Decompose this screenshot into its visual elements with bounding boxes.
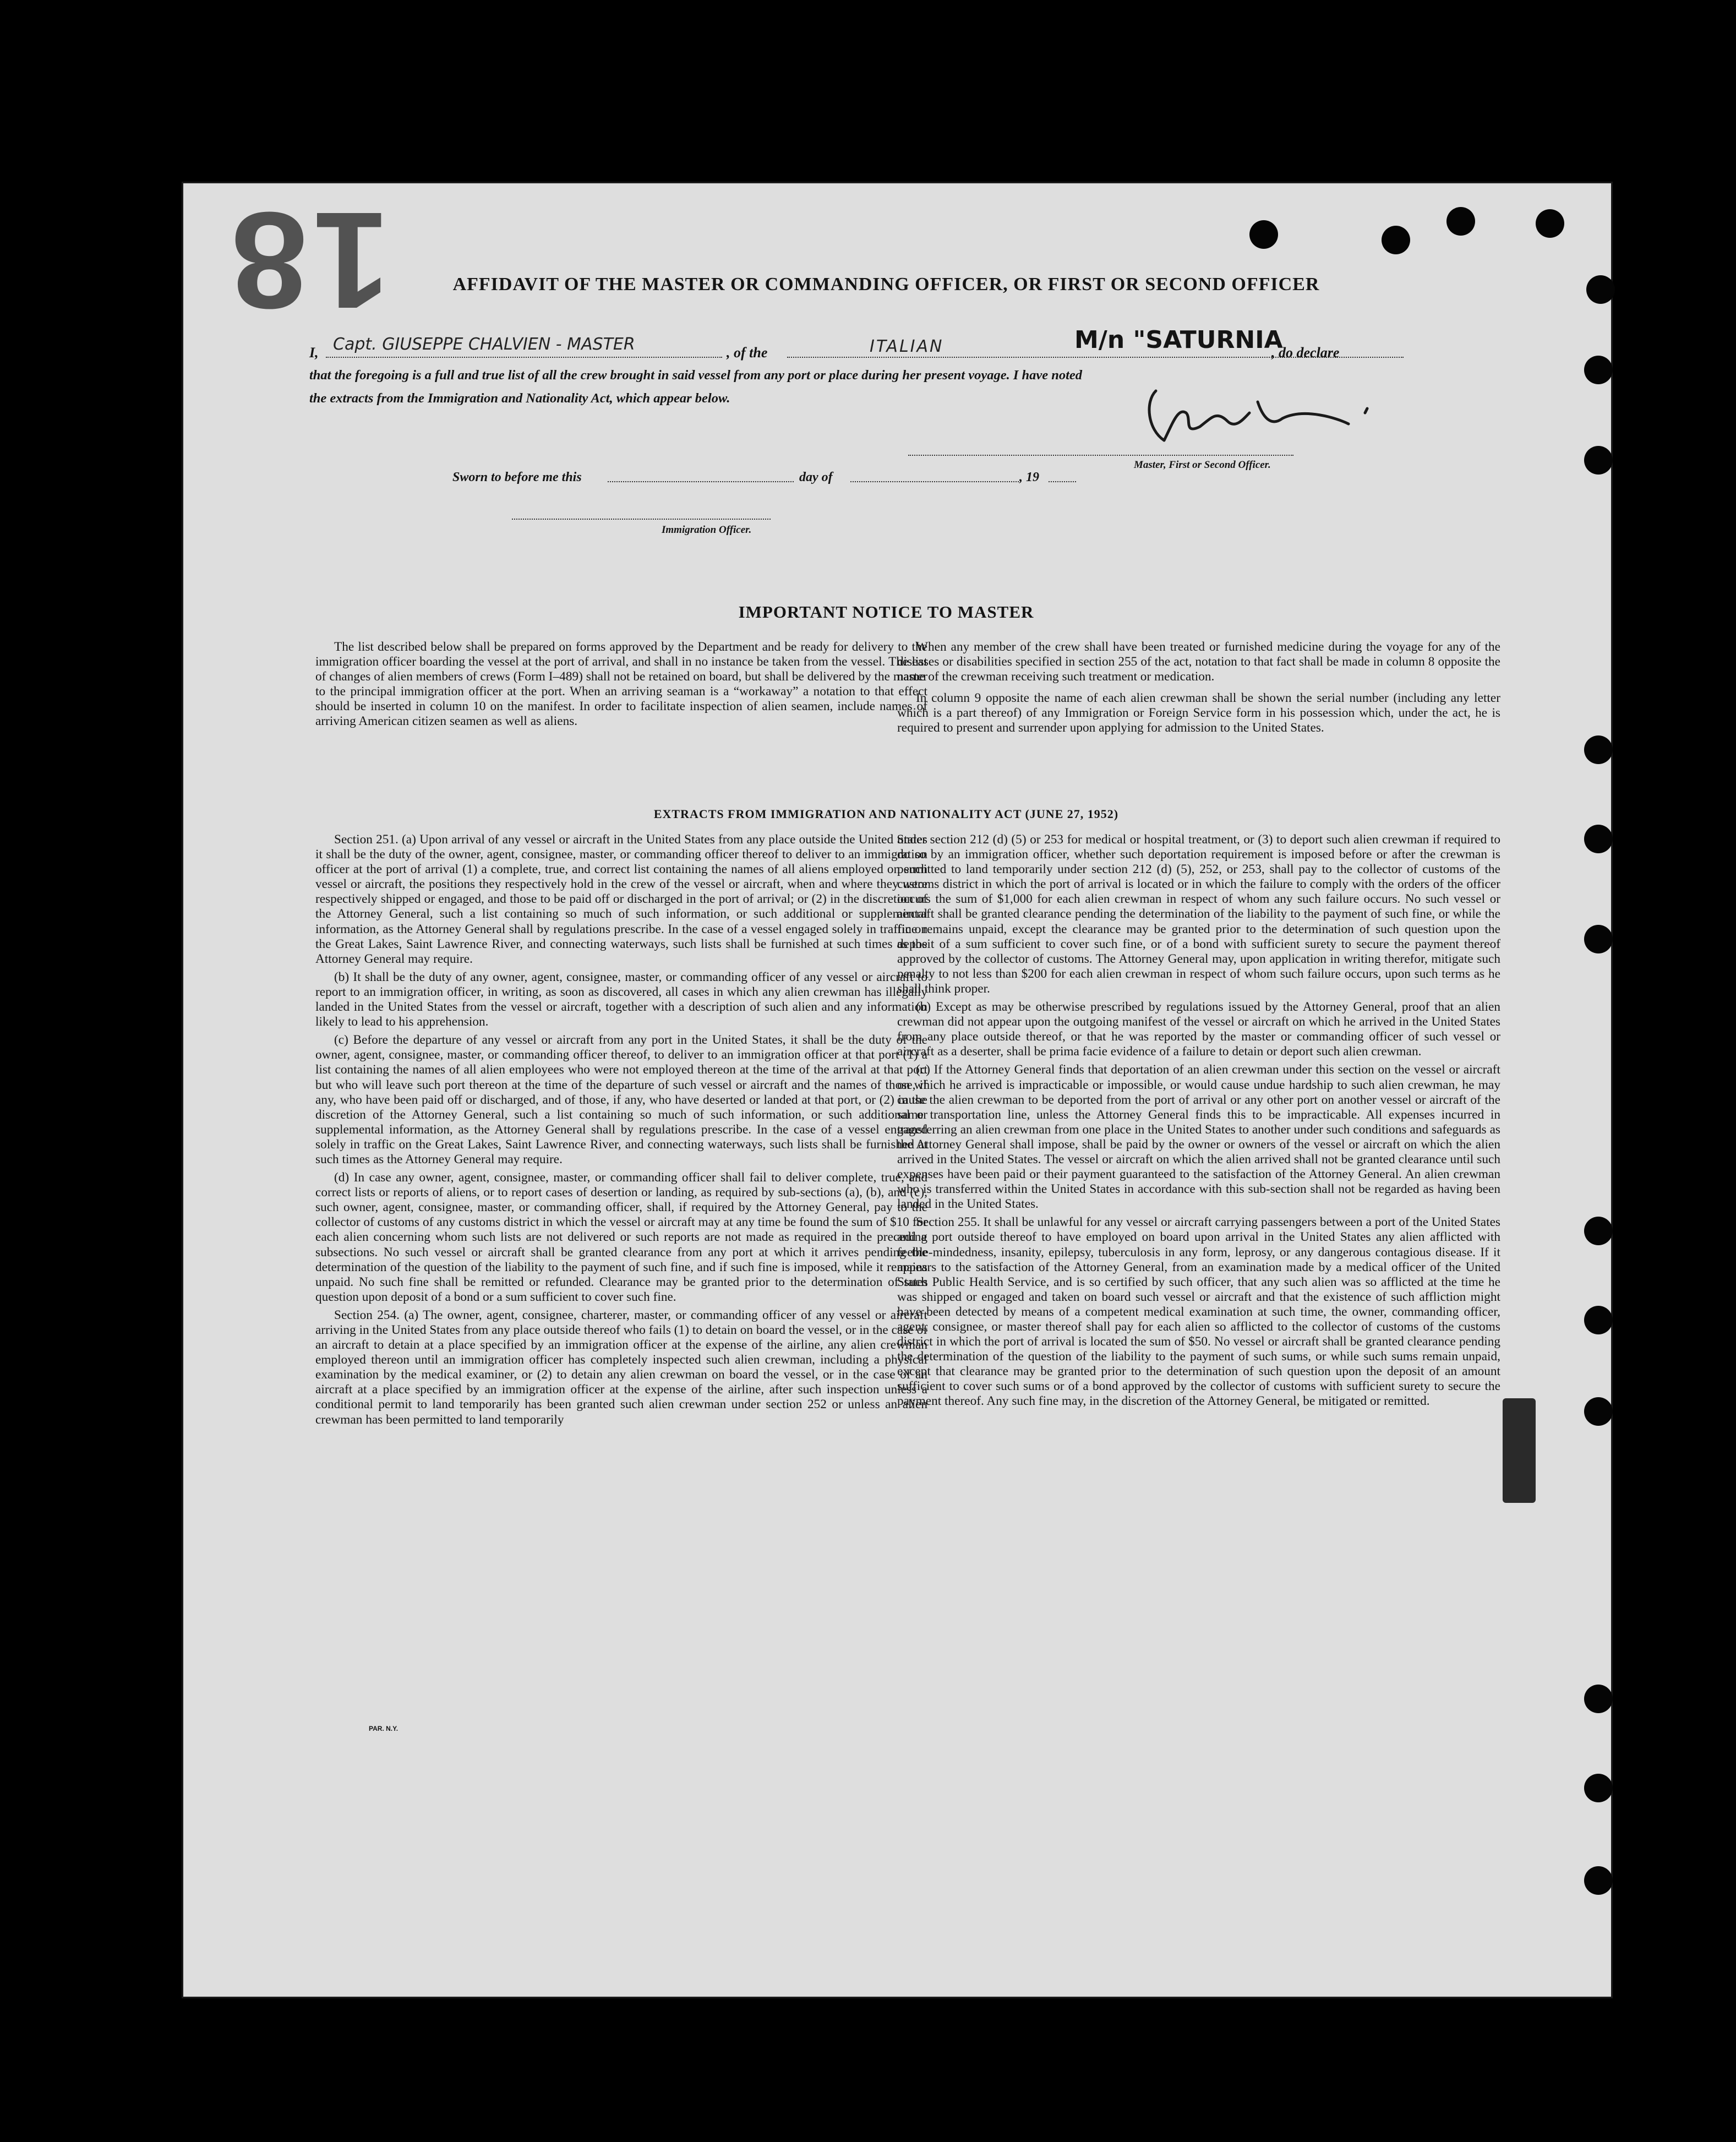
declaration-prefix: I, — [309, 345, 319, 361]
binder-hole — [1584, 1306, 1613, 1334]
year-prefix: , 19 — [1019, 470, 1039, 484]
name-field-line — [326, 357, 722, 358]
declare-text: , do declare — [1271, 345, 1340, 361]
section-254-a: Section 254. (a) The owner, agent, consignee, charterer, master, or commanding officer of any vessel or aircraft arriving in the United States from any place outside thereof who fails (1) to detain on board the vessel, or in the case of an aircraft to detain at a place specified by an immigration officer at the expense of the airline, any alien crewman employed thereon until an immigration officer has completely inspected such alien crewman, including a physical examination by the medical examiner, or (2) to detain any alien crewman on board the vessel, or in the case of an aircraft at a place specified by an immigration officer at the expense of the airline, after such inspection unless a conditional permit to land temporarily has been granted such alien crewman under section 252 or unless an alien crewman has been permitted to land temporarily — [315, 1307, 927, 1427]
sworn-month-line — [850, 481, 1019, 482]
binder-hole — [1584, 1866, 1613, 1895]
binder-hole — [1249, 220, 1278, 249]
declaration-line-3: the extracts from the Immigration and Nationality Act, which appear below. — [309, 391, 730, 406]
section-254-b: (b) Except as may be otherwise prescribed by regulations issued by the Attorney General, proof that an alien crewman did not appear upon the outgoing manifest of the vessel or aircraft on which he arrived in the United States from any place outside thereof, or that he was reported by the master or commanding officer of such vessel or aircraft as a deserter, shall be prima facie evidence of a failure to detain or deport such alien crewman. — [897, 1000, 1500, 1059]
extracts-left-column — [315, 832, 927, 1427]
affidavit-title: AFFIDAVIT OF THE MASTER OR COMMANDING OFFICER, OR FIRST OR SECOND OFFICER — [452, 274, 1320, 295]
sworn-date-line — [608, 481, 794, 482]
binder-hole — [1584, 1774, 1613, 1802]
sworn-prefix: Sworn to before me this — [452, 470, 582, 484]
binder-hole — [1584, 446, 1613, 475]
binder-hole — [1584, 1685, 1613, 1713]
sworn-year-line — [1049, 481, 1076, 482]
binder-hole — [1584, 1397, 1613, 1426]
binder-hole — [1584, 356, 1613, 384]
immigration-officer-line — [512, 519, 771, 520]
binder-hole — [1584, 825, 1613, 853]
extracts-right-column — [897, 832, 1500, 1409]
nationality-handwritten: ITALIAN — [870, 337, 944, 356]
notice-right-paragraph-1: When any member of the crew shall have been treated or furnished medicine during the voyage for any of the diseases or disabilities specified in section 255 of the act, notation to that fact shall be made in column 8 opposite the name of the crewman receiving such treatment or medication. — [897, 640, 1500, 684]
notice-right-paragraph-2: In column 9 opposite the name of each alien crewman shall be shown the serial number (including any letter which is a part thereof) of any Immigration or Foreign Service form in his possession which, under the act, he is required to present and surrender upon applying for admission to the United States. — [897, 691, 1500, 735]
extracts-title: EXTRACTS FROM IMMIGRATION AND NATIONALITY ACT (JUNE 27, 1952) — [653, 807, 1119, 821]
binder-hole — [1536, 209, 1564, 238]
section-251-d: (d) In case any owner, agent, consignee, master, or commanding officer shall fail to deliver complete, true, and correct lists or reports of aliens, or to report cases of desertion or landing, as required by sub-sections (a), (b), and (c), such owner, agent, consignee, master, or commanding officer, shall, if required by the Attorney General, pay to the collector of customs of any customs district in which the vessel or aircraft may at any time be found the sum of $10 for each alien concerning whom such lists are not delivered or such reports are not made as required in the preceding subsections. No such vessel or aircraft shall be granted clearance from any port at which it arrives pending the determination of the question of the liability to the payment of such fine, and if such fine is imposed, while it remains unpaid. No such fine shall be remitted or refunded. Clearance may be granted prior to the determination of such question upon deposit of a bond or a sum sufficient to cover such fine. — [315, 1170, 927, 1304]
section-255: Section 255. It shall be unlawful for any vessel or aircraft carrying passengers between a port of the United States and a port outside thereof to have employed on board upon arrival in the United States any alien afflicted with feeble-mindedness, insanity, epilepsy, tuberculosis in any form, leprosy, or any dangerous contagious disease. If it appears to the satisfaction of the Attorney General, from an examination made by a medical officer of the United States Public Health Service, and is so certified by such officer, that any such alien was so afflicted at the time he was shipped or engaged and taken on board such vessel or aircraft and that the existence of such affliction might have been detected by means of a competent medical examination at such time, the owner, commanding officer, agent, consignee, or master thereof shall pay for each alien so afflicted to the collector of customs of the customs district in which the port of arrival is located the sum of $50. No vessel or aircraft shall be granted clearance pending the determination of the question of the liability to the payment of such sums, or while such sums remain unpaid, except that clearance may be granted prior to the determination of such question upon the deposit of an amount sufficient to cover such sums or of a bond approved by the collector of customs with sufficient surety to secure the payment thereof. Any such fine may, in the discretion of the Attorney General, be mitigated or remitted. — [897, 1215, 1500, 1409]
notice-left-column — [315, 640, 927, 729]
section-251-b: (b) It shall be the duty of any owner, agent, consignee, master, or commanding officer of any vessel or aircraft to report to an immigration officer, in writing, as soon as discovered, all cases in which any alien crewman has illegally landed in the United States from the vessel or aircraft, together with a description of such alien and any information likely to lead to his apprehension. — [315, 969, 927, 1029]
master-signature-label: Master, First or Second Officer. — [1134, 459, 1271, 471]
binder-hole — [1584, 735, 1613, 764]
section-254-c: (c) If the Attorney General finds that deportation of an alien crewman under this section on the vessel or aircraft on which he arrived is impracticable or impossible, or would cause undue hardship to such alien crewman, he may cause the alien crewman to be deported from the port of arrival or any other port on another vessel or aircraft of the same transportation line, unless the Attorney General finds this to be impracticable. All expenses incurred in transferring an alien crewman from one place in the United States to another under such conditions and safeguards as the Attorney General shall impose, shall be paid by the owner or owners of the vessel or aircraft on which the alien arrived in the United States. The vessel or aircraft on which the alien arrived shall not be granted clearance until such expenses have been paid or their payment guaranteed to the satisfaction of the Attorney General. An alien crewman who is transferred within the United States in accordance with this sub-section shall not be regarded as having been landed in the United States. — [897, 1062, 1500, 1212]
binder-hole — [1584, 925, 1613, 953]
section-254-a-continued: under section 212 (d) (5) or 253 for medical or hospital treatment, or (3) to deport such alien crewman if required to do so by an immigration officer, whether such deportation requirement is imposed before or after the crewman is permitted to land temporarily under section 212 (d) (5), 252, or 253, shall pay to the collector of customs of the customs district in which the port of arrival is located or in which the failure to comply with the orders of the officer occurs the sum of $1,000 for each alien crewman in respect of whom any such failure occurs. No such vessel or aircraft shall be granted clearance pending the determination of the liability to the payment of such fine, or while the fine remains unpaid, except the clearance may be granted prior to the determination of such question upon the deposit of a sum sufficient to cover such fine, or of a bond with sufficient surety to secure the payment thereof approved by the collector of customs. The Attorney General may, upon application in writing therefor, mitigate such penalty to not less than $200 for each alien crewman in respect of whom such failure occurs, upon such terms as he shall think proper. — [897, 832, 1500, 996]
immigration-officer-label: Immigration Officer. — [662, 524, 752, 536]
binder-hole — [1446, 207, 1475, 236]
binding-tape-mark — [1503, 1398, 1536, 1503]
master-name-handwritten: Capt. GIUSEPPE CHALVIEN - MASTER — [333, 335, 635, 354]
master-signature — [1139, 380, 1415, 457]
notice-title: IMPORTANT NOTICE TO MASTER — [738, 602, 1034, 622]
section-251-a: Section 251. (a) Upon arrival of any vessel or aircraft in the United States from any place outside the United States it shall be the duty of the owner, agent, consignee, master, or commanding officer thereof to deliver to an immigration officer at the port of arrival (1) a complete, true, and correct list containing the names of all aliens employed on such vessel or aircraft, the positions they respectively hold in the crew of the vessel or aircraft, when and where they were respectively shipped or engaged, and those to be paid off or discharged in the port of arrival; or (2) in the discretion of the Attorney General, such a list containing so much of such information, or such additional or supplemental information, as the Attorney General shall by regulations prescribe. In the case of a vessel engaged solely in traffic on the Great Lakes, Saint Lawrence River, and connecting waterways, such lists shall be furnished at such times as the Attorney General may require. — [315, 832, 927, 966]
notice-left-paragraph: The list described below shall be prepared on forms approved by the Department and be ready for delivery to the immigration officer boarding the vessel at the port of arrival, and shall in no instance be taken from the vessel. The list of changes of alien members of crews (Form I–489) shall not be retained on board, but shall be delivered by the master to the principal immigration officer at the port. When an arriving seaman is a “workaway” a notation to that effect should be inserted in column 10 on the manifest. In order to facilitate inspection of alien seamen, include names of arriving American citizen seamen as well as aliens. — [315, 640, 927, 729]
section-251-c: (c) Before the departure of any vessel or aircraft from any port in the United States, it shall be the duty of the owner, agent, consignee, master, or commanding officer thereof, to deliver to an immigration officer at that port (1) a list containing the names of all alien employees who were not employed thereon at the time of the arrival at that port but who will leave such port thereon at the time of the departure of such vessel or aircraft and the names of those, if any, who have been paid off or discharged, and of those, if any, who have deserted or landed at that port, or (2) in the discretion of the Attorney General, such a list containing so much of such information, or such additional or supplemental information, as the Attorney General shall by regulations prescribe. In the case of a vessel engaged solely in traffic on the Great Lakes, Saint Lawrence River, and connecting waterways, such lists shall be furnished at such times as the Attorney General may require. — [315, 1033, 927, 1167]
master-signature-line — [908, 455, 1293, 456]
notice-right-column — [897, 640, 1500, 736]
printer-mark: PAR. N.Y. — [369, 1725, 398, 1732]
stamped-page-number: 18 — [226, 184, 390, 337]
binder-hole — [1584, 1217, 1613, 1245]
document-page — [182, 182, 1613, 1998]
vessel-name-handwritten: M/n "SATURNIA — [1074, 326, 1283, 354]
binder-hole — [1382, 226, 1410, 254]
binder-hole — [1586, 275, 1615, 304]
day-of-text: day of — [799, 470, 833, 484]
of-the-text: , of the — [727, 345, 768, 361]
declaration-line-2: that the foregoing is a full and true list of all the crew brought in said vessel from any port or place during her present voyage. I have noted — [309, 368, 1083, 383]
